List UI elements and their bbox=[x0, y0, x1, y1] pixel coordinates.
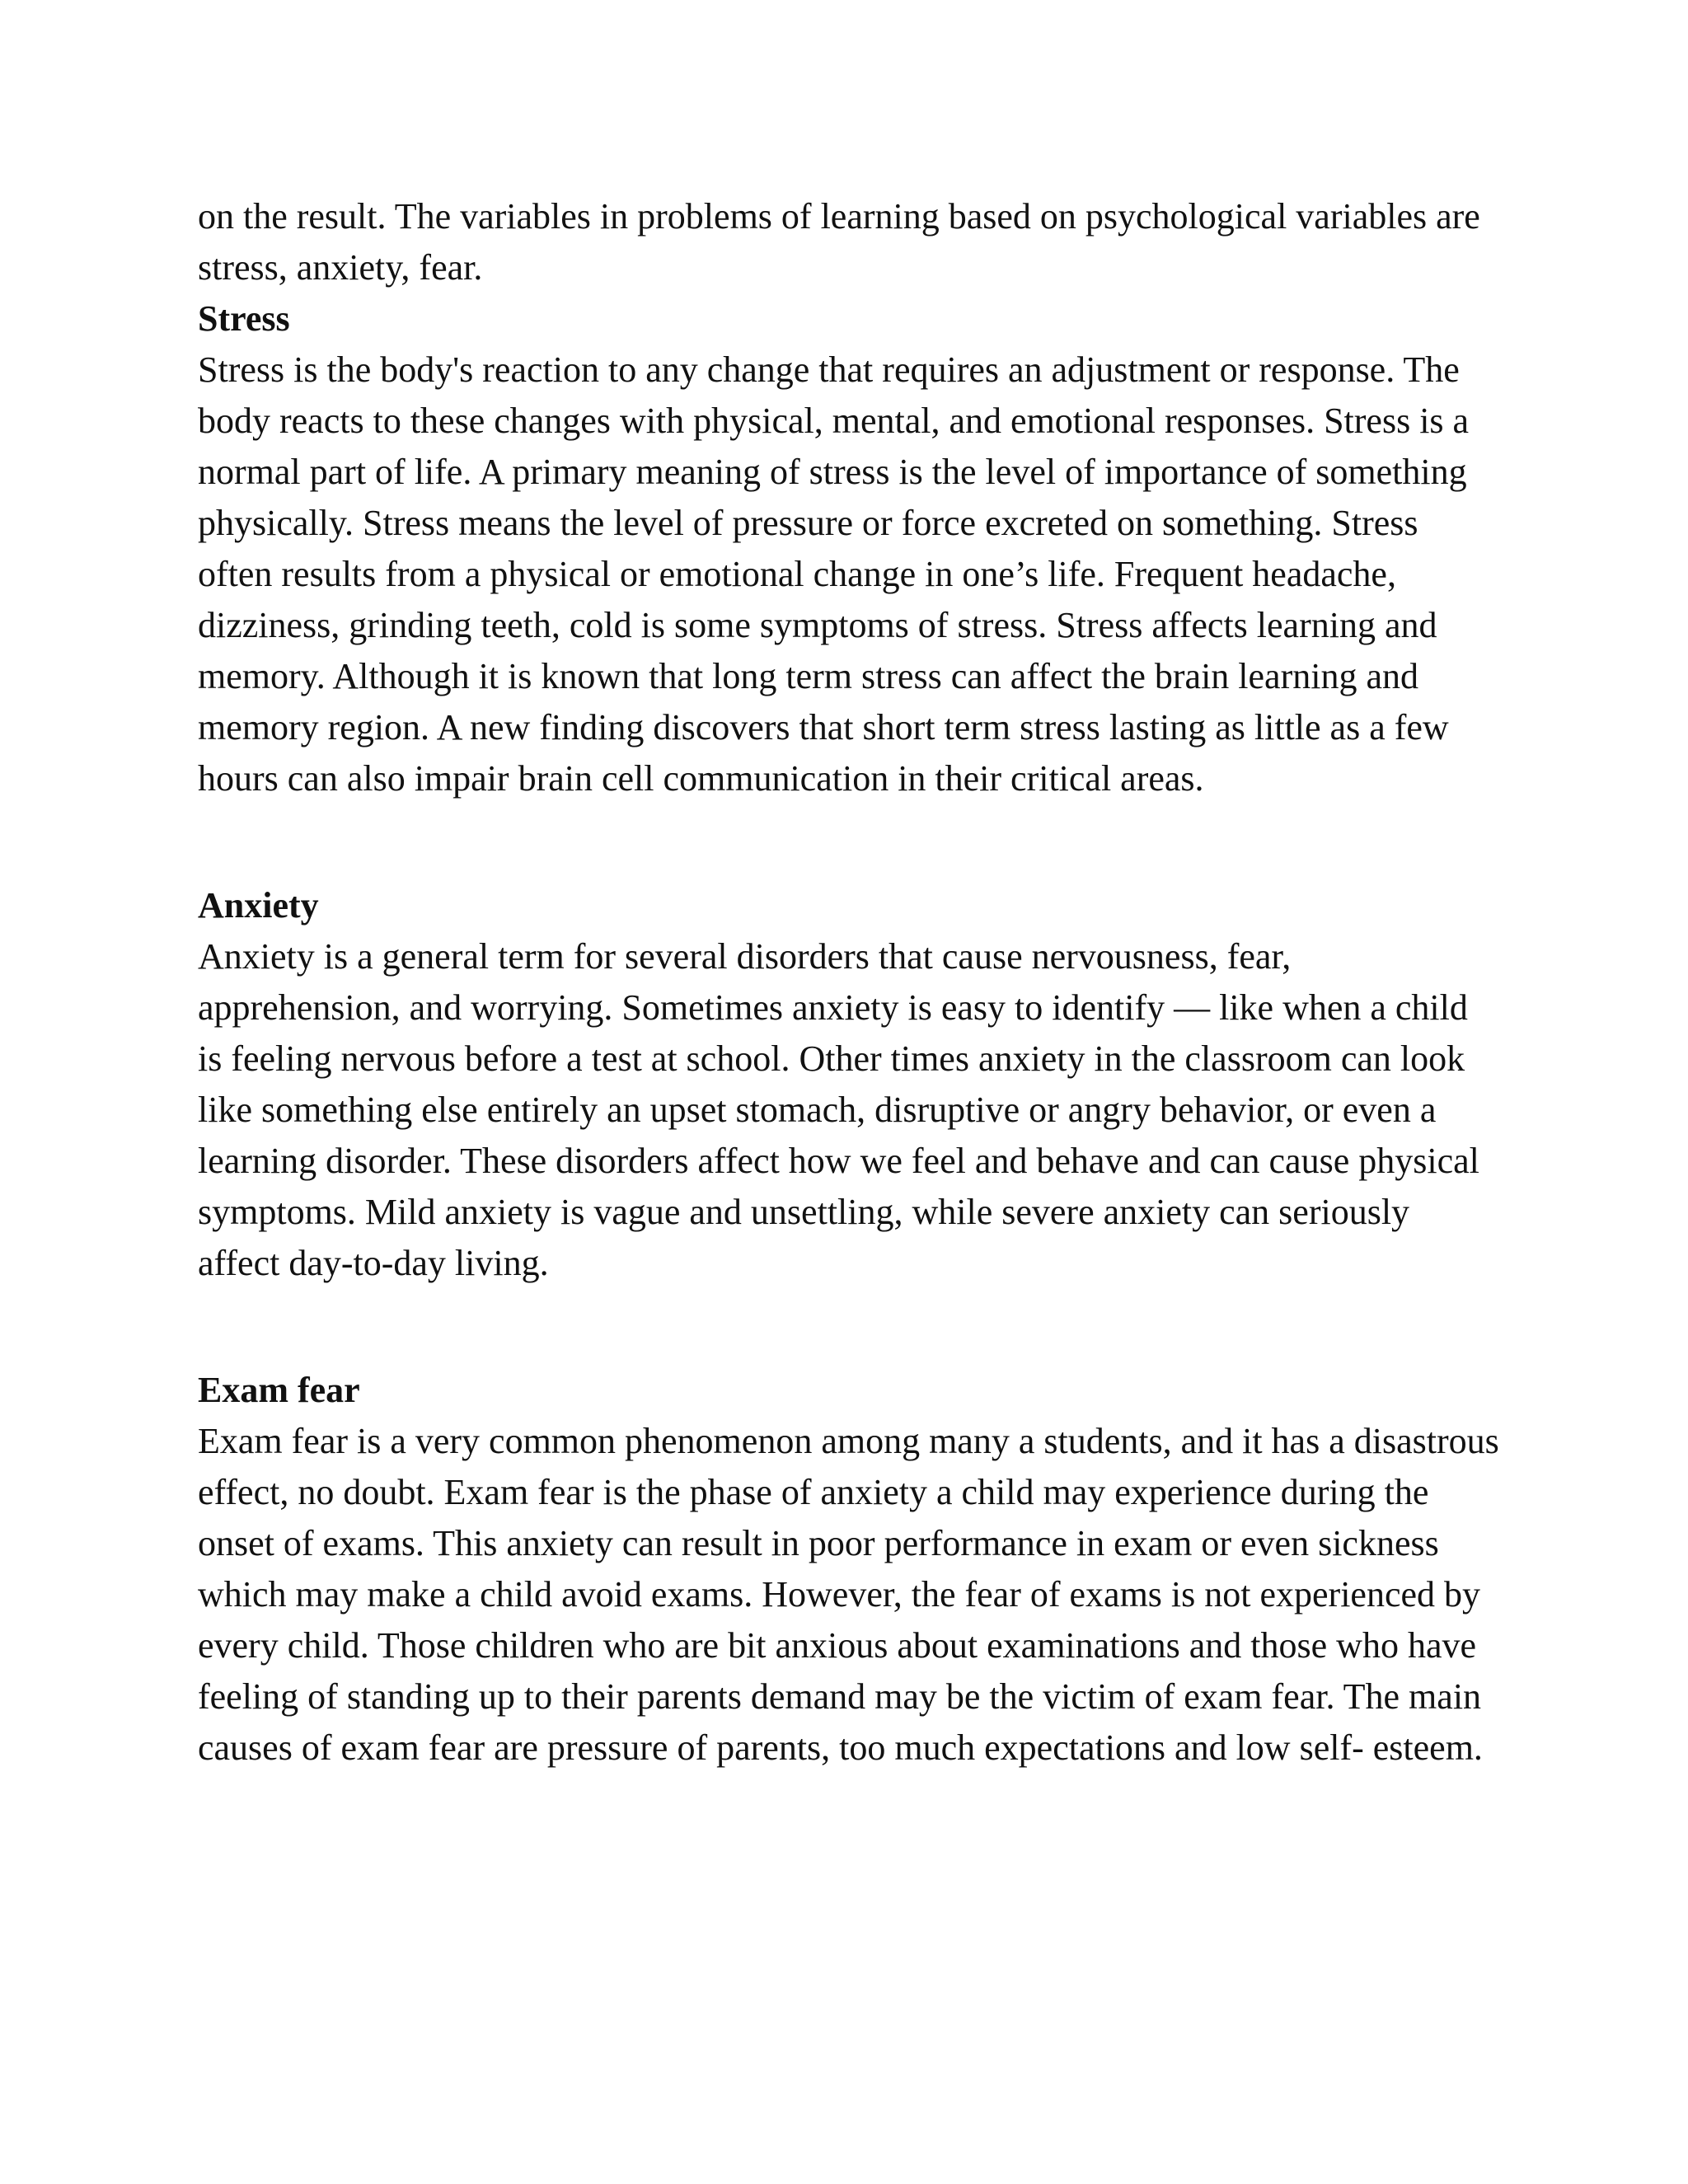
section-stress bbox=[198, 293, 1500, 804]
intro-paragraph: on the result. The variables in problems of learning based on psychological variables are stress, anxiety, fear. bbox=[198, 196, 1480, 288]
section-anxiety bbox=[198, 880, 1500, 1289]
document-body bbox=[198, 191, 1500, 1774]
section-heading-stress: Stress bbox=[198, 298, 290, 339]
section-body-anxiety: Anxiety is a general term for several disorders that cause nervousness, fear, apprehension, and worrying. Sometimes anxiety is easy to identify — like when a child is feeling nervous before a test at school. Other times anxiety in the classroom can look like something else entirely an upset stomach, disruptive or angry behavior, or even a learning disorder. These disorders affect how we feel and behave and can cause physical symptoms. Mild anxiety is vague and unsettling, while severe anxiety can seriously affect day-to-day living. bbox=[198, 936, 1479, 1283]
section-heading-anxiety: Anxiety bbox=[198, 885, 319, 926]
section-body-exam-fear: Exam fear is a very common phenomenon among many a students, and it has a disastrous effect, no doubt. Exam fear is the phase of anxiety a child may experience during the onset of exams. This anxiety can result in poor performance in exam or even sickness which may make a child avoid exams. However, the fear of exams is not experienced by every child. Those children who are bit anxious about examinations and those who have feeling of standing up to their parents demand may be the victim of exam fear. The main causes of exam fear are pressure of parents, too much expectations and low self- esteem. bbox=[198, 1421, 1499, 1768]
section-heading-exam-fear: Exam fear bbox=[198, 1370, 360, 1410]
section-body-stress: Stress is the body's reaction to any change that requires an adjustment or response. The body reacts to these changes with physical, mental, and emotional responses. Stress is a normal part of life. A primary meaning of stress is the level of importance of something physically. Stress means the level of pressure or force excreted on something. Stress often results from a physical or emotional change in one’s life. Frequent headache, dizziness, grinding teeth, cold is some symptoms of stress. Stress affects learning and memory. Although it is known that long term stress can affect the brain learning and memory region. A new finding discovers that short term stress lasting as little as a few hours can also impair brain cell communication in their critical areas. bbox=[198, 349, 1470, 799]
section-exam-fear bbox=[198, 1365, 1500, 1774]
